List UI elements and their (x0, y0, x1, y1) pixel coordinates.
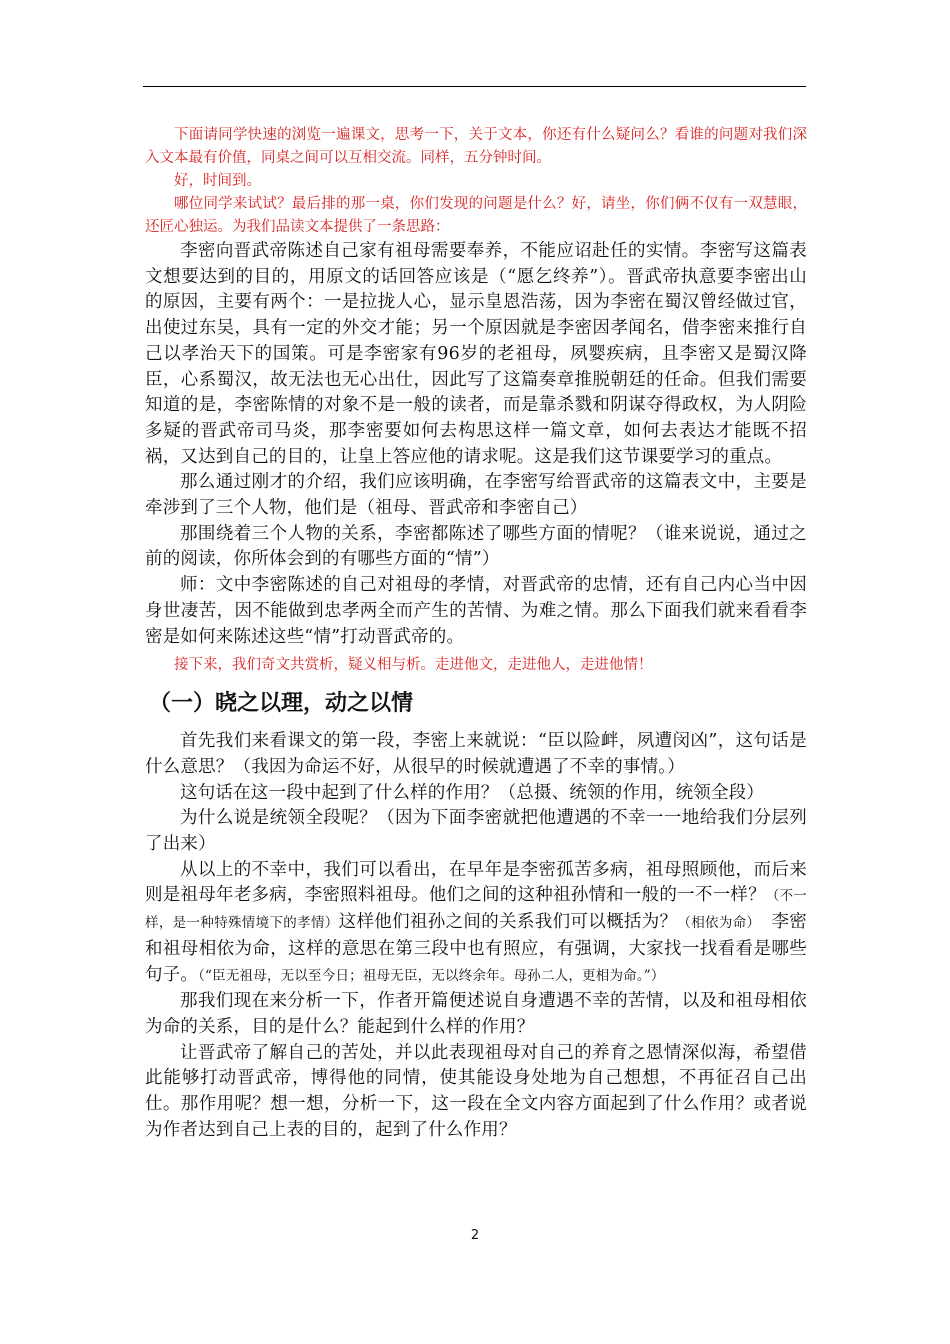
paragraph-purpose-answer: 让晋武帝了解自己的苦处，并以此表现祖母对自己的养育之恩情深似海，希望借此能够打动晋武帝，博得他的同情，使其能设身处地为自己想想，不再征召自己出仕。那作用呢？想一想，分析一下，这一段在全文内容方面起到了什么作用？或者说为作者达到自己上表的目的，起到了什么作用？ (145, 1042, 807, 1140)
relation-text-c: 李密和祖母相依为命，这样的意思在第三段中也有照应，有强调，大家找一找看看是哪些句子。 (145, 912, 807, 985)
teacher-instruction-3: 哪位同学来试试？最后排的那一桌，你们发现的问题是什么？好，请坐，你们俩不仅有一双慧眼，还匠心独运。为我们品读文本提供了一条思路： (145, 196, 807, 235)
paragraph-why-summary: 为什么说是统领全段呢？（因为下面李密就把他遭遇的不幸一一地给我们分层列了出来） (145, 808, 807, 855)
header-rule (143, 86, 806, 87)
document-body (145, 124, 807, 1144)
paragraph-teacher-summary: 师：文中李密陈述的自己对祖母的孝情，对晋武帝的忠情，还有自己内心当中因身世凄苦，因不能做到忠孝两全而产生的苦情、为难之情。那么下面我们就来看看李密是如何来陈述这些“情”打动晋武帝的。 (145, 575, 807, 647)
paragraph-three-persons: 那么通过刚才的介绍，我们应该明确，在李密写给晋武帝的这篇表文中，主要是牵涉到了三个人物，他们是（祖母、晋武帝和李密自己） (145, 472, 807, 519)
teacher-instruction-2: 好，时间到。 (174, 173, 261, 189)
paragraph-sentence-function: 这句话在这一段中起到了什么样的作用？（总摄、统领的作用，统领全段） (180, 782, 765, 803)
paragraph-grandmother-relation (145, 858, 807, 990)
paragraph-first-sentence: 首先我们来看课文的第一段，李密上来就说：“臣以险衅，夙遭闵凶”，这句话是什么意思？（我因为命运不好，从很早的时候就遭遇了不幸的事情。） (145, 731, 807, 777)
teacher-instruction-1: 下面请同学快速的浏览一遍课文，思考一下，关于文本，你还有什么疑问么？看谁的问题对我们深入文本最有价值，同桌之间可以互相交流。同样，五分钟时间。 (145, 127, 807, 166)
page-number: 2 (470, 1228, 480, 1243)
section-heading: （一）晓之以理，动之以情 (149, 691, 414, 717)
relation-quote: （“臣无祖母，无以至今日；祖母无臣，无以终余年。母孙二人，更相为命。”） (198, 967, 665, 984)
paragraph-intro: 李密向晋武帝陈述自己家有祖母需要奉养，不能应诏赴任的实情。李密写这篇表文想要达到的目的，用原文的话回答应该是（“愿乞终养”）。晋武帝执意要李密出山的原因，主要有两个：一是拉拢人心，显示皇恩浩荡，因为李密在蜀汉曾经做过官，出使过东吴，具有一定的外交才能；另一个原因就是李密因孝闻名，借李密来推行自己以孝治天下的国策。可是李密家有96岁的老祖母，夙婴疾病，且李密又是蜀汉降臣，心系蜀汉，故无法也无心出仕，因此写了这篇奏章推脱朝廷的任命。但我们需要知道的是，李密陈情的对象不是一般的读者，而是靠杀戮和阴谋夺得政权，为人阴险多疑的晋武帝司马炎，那李密要如何去构思这样一篇文章，如何去表达才能既不招祸，又达到自己的目的，让皇上答应他的请求呢。这是我们这节课要学习的重点。 (145, 241, 807, 467)
relation-text-a: 从以上的不幸中，我们可以看出，在早年是李密孤苦多病，祖母照顾他，而后来则是祖母年老多病，李密照料祖母。他们之间的这种祖孙情和一般的一不一样？ (145, 859, 807, 906)
relation-text-b: 这样他们祖孙之间的关系我们可以概括为？ (338, 912, 678, 933)
relation-answer-b: （相依为命） (677, 915, 754, 932)
teacher-instruction-4: 接下来，我们奇文共赏析，疑义相与析。走进他文，走进他人，走进他情！ (174, 657, 653, 674)
relation-answer-a: （不一样，是一种特殊情境下的孝情） (145, 888, 808, 932)
paragraph-question-emotions: 那围绕着三个人物的关系，李密都陈述了哪些方面的情呢？（谁来说说，通过之前的阅读，你所体会到的有哪些方面的“情”） (145, 523, 807, 570)
paragraph-purpose-question: 那我们现在来分析一下，作者开篇便述说自身遭遇不幸的苦情，以及和祖母相依为命的关系，目的是什么？能起到什么样的作用？ (145, 991, 807, 1037)
